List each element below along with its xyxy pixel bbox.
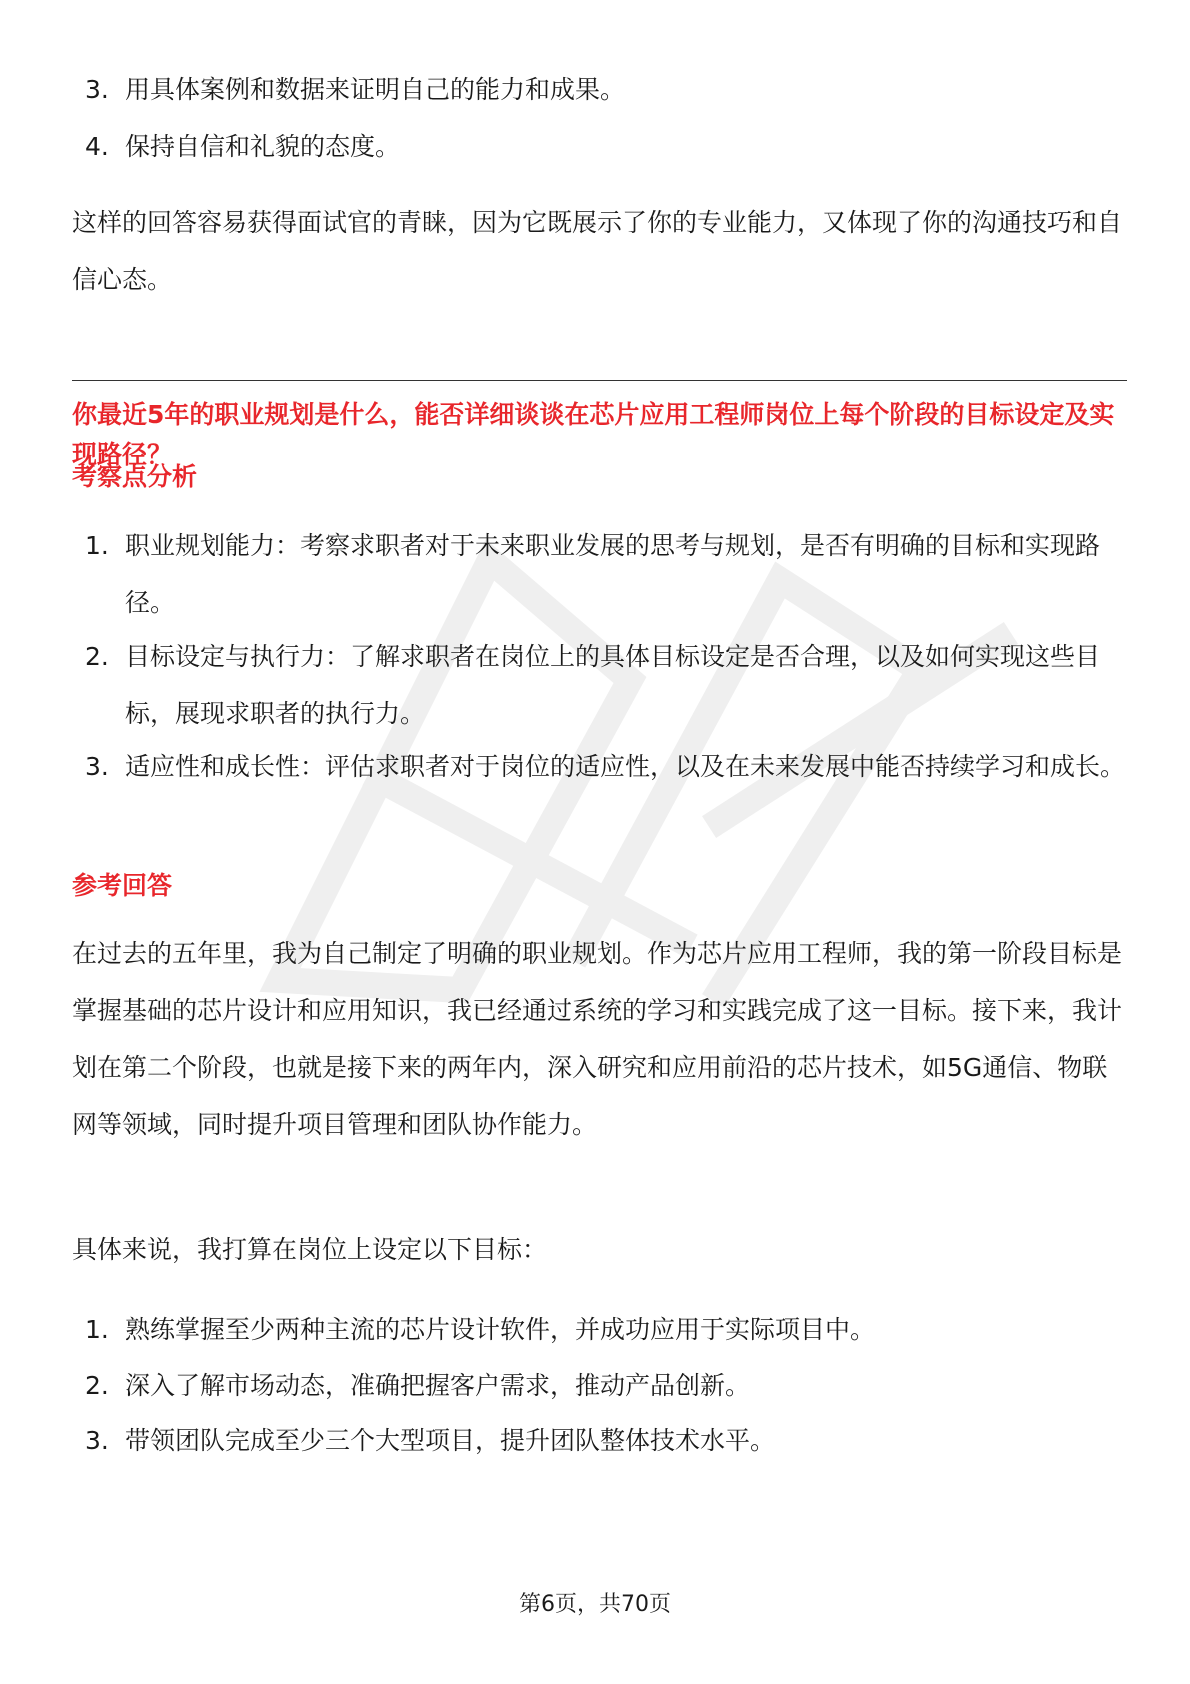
answer-paragraph: 在过去的五年里，我为自己制定了明确的职业规划。作为芯片应用工程师，我的第一阶段目标是掌握基础的芯片设计和应用知识，我已经通过系统的学习和实践完成了这一目标。接下来，我计划在第二个阶段，也就是接下来的两年内，深入研究和应用前沿的芯片技术，如5G通信、物联网等领域，同时提升项目管理和团队协作能力。: [72, 939, 1123, 1139]
list-item: [85, 1301, 1125, 1358]
list-item-text: 目标设定与执行力：了解求职者在岗位上的具体目标设定是否合理，以及如何实现这些目标，展现求职者的执行力。: [125, 642, 1101, 728]
page-number: 第6页，共70页: [519, 1592, 671, 1617]
list-item: [85, 61, 1125, 118]
list-item-number: 3.: [85, 75, 109, 104]
list-item-text: 适应性和成长性：评估求职者对于岗位的适应性，以及在未来发展中能否持续学习和成长。: [125, 752, 1126, 781]
list-item-number: 2.: [85, 1371, 109, 1400]
list-item-text: 职业规划能力：考察求职者对于未来职业发展的思考与规划，是否有明确的目标和实现路径。: [125, 531, 1101, 617]
list-item-text: 保持自信和礼貌的态度。: [125, 132, 401, 161]
conclusion-paragraph: 这样的回答容易获得面试官的青睐，因为它既展示了你的专业能力，又体现了你的沟通技巧和自信心态。: [72, 208, 1123, 294]
list-item-number: 4.: [85, 132, 109, 161]
analysis-heading: 考察点分析: [72, 462, 198, 491]
list-item-number: 3.: [85, 1426, 109, 1455]
list-item-number: 1.: [85, 1315, 109, 1344]
list-item-number: 2.: [85, 642, 109, 671]
list-item-number: 1.: [85, 531, 109, 560]
list-item: [85, 1412, 1125, 1469]
list-item-text: 带领团队完成至少三个大型项目，提升团队整体技术水平。: [125, 1426, 776, 1455]
answer-intro-paragraph: 具体来说，我打算在岗位上设定以下目标：: [72, 1235, 548, 1264]
answer-heading: 参考回答: [72, 871, 173, 900]
list-item: [85, 517, 1125, 631]
question-heading: 你最近5年的职业规划是什么，能否详细谈谈在芯片应用工程师岗位上每个阶段的目标设定及实现路径？: [72, 400, 1115, 469]
list-item-text: 用具体案例和数据来证明自己的能力和成果。: [125, 75, 626, 104]
list-item: [85, 1357, 1125, 1414]
list-item-number: 3.: [85, 752, 109, 781]
section-divider: [72, 380, 1127, 381]
list-item: [85, 628, 1125, 742]
list-item: [85, 118, 1125, 175]
list-item: [85, 738, 1125, 795]
list-item-text: 深入了解市场动态，准确把握客户需求，推动产品创新。: [125, 1371, 751, 1400]
list-item-text: 熟练掌握至少两种主流的芯片设计软件，并成功应用于实际项目中。: [125, 1315, 876, 1344]
